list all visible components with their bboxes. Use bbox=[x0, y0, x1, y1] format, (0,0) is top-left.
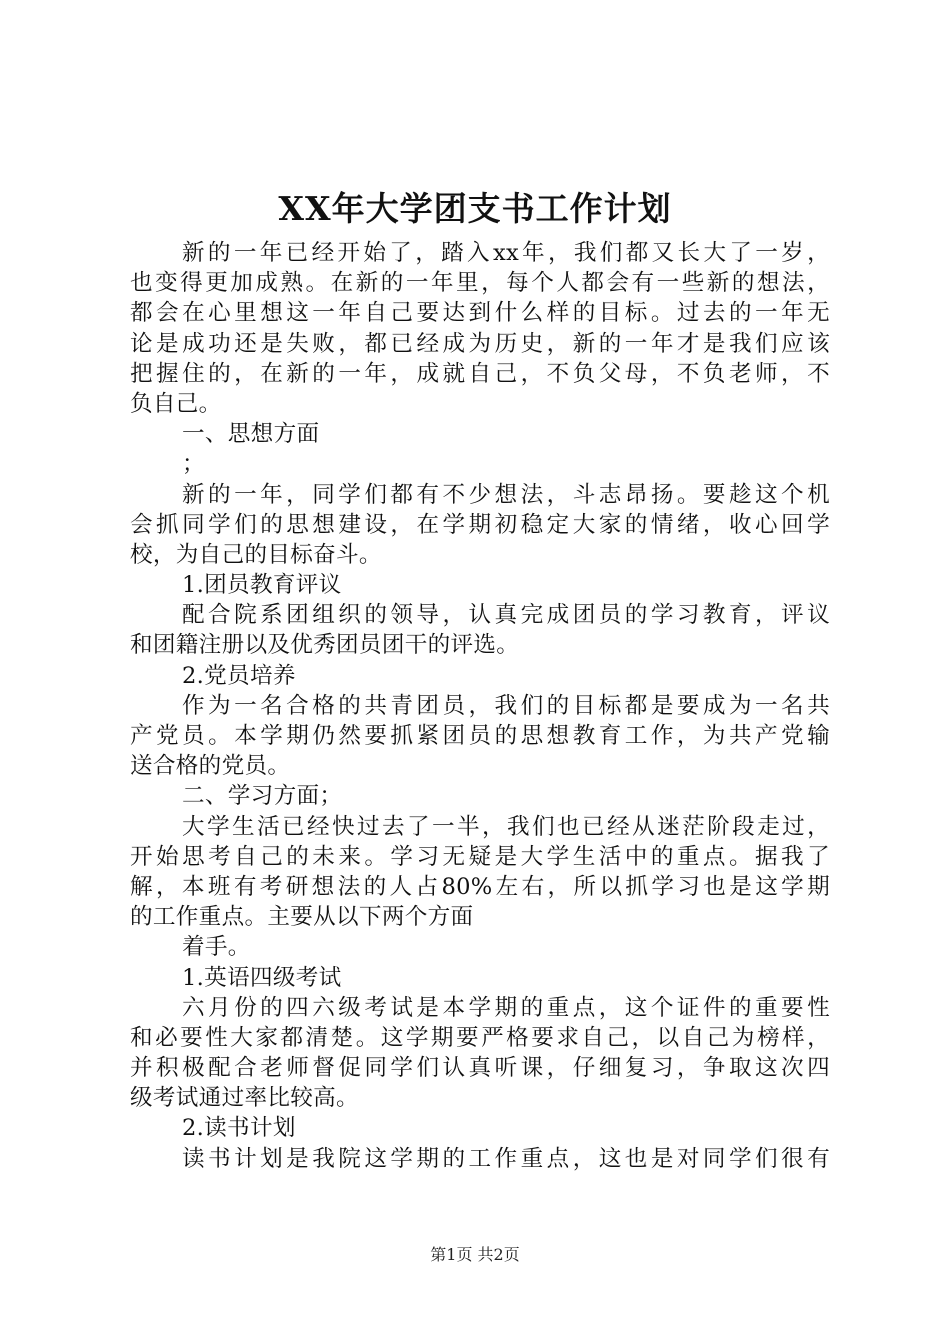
text-line: 校，为自己的目标奋斗。 bbox=[130, 541, 382, 568]
text-line: 论是成功还是失败，都已经成为历史，新的一年才是我们应该 bbox=[130, 330, 830, 357]
text-line: 作为一名合格的共青团员，我们的目标都是要成为一名共 bbox=[182, 692, 830, 719]
text-line: 会抓同学们的思想建设，在学期初稳定大家的情绪，收心回学 bbox=[130, 511, 830, 538]
text-line: 2.党员培养 bbox=[182, 662, 296, 689]
text-line: 的工作重点。主要从以下两个方面 bbox=[130, 904, 474, 931]
document-body bbox=[130, 238, 830, 1174]
text-line: 1.英语四级考试 bbox=[182, 964, 342, 991]
text-line: 产党员。本学期仍然要抓紧团员的思想教育工作，为共产党输 bbox=[130, 723, 830, 749]
text-line: 和必要性大家都清楚。这学期要严格要求自己，以自己为榜样， bbox=[130, 1024, 830, 1051]
text-line: 开始思考自己的未来。学习无疑是大学生活中的重点。据我了 bbox=[130, 843, 830, 870]
document-title: XX年大学团支书工作计划 bbox=[278, 189, 672, 228]
text-line: 级考试通过率比较高。 bbox=[130, 1085, 359, 1112]
text-line: 送合格的党员。 bbox=[130, 753, 291, 780]
text-line: 一、思想方面 bbox=[182, 421, 320, 448]
text-line: 和团籍注册以及优秀团员团干的评选。 bbox=[130, 632, 520, 659]
text-line: 也变得更加成熟。在新的一年里，每个人都会有一些新的想法， bbox=[130, 270, 830, 297]
text-line: 配合院系团组织的领导，认真完成团员的学习教育，评议 bbox=[182, 602, 830, 629]
text-line: 新的一年，同学们都有不少想法，斗志昂扬。要趁这个机 bbox=[182, 481, 830, 508]
text-line: 新的一年已经开始了，踏入xx年，我们都又长大了一岁， bbox=[182, 240, 830, 266]
text-line: 读书计划是我院这学期的工作重点，这也是对同学们很有 bbox=[182, 1145, 830, 1172]
text-line: 2.读书计划 bbox=[182, 1115, 296, 1142]
text-line: 都会在心里想这一年自己要达到什么样的目标。过去的一年无 bbox=[130, 300, 830, 327]
text-line: 二、学习方面； bbox=[182, 783, 343, 810]
text-line: 着手。 bbox=[182, 934, 251, 961]
text-line: 把握住的，在新的一年，成就自己，不负父母，不负老师，不 bbox=[130, 360, 830, 387]
text-line: 并积极配合老师督促同学们认真听课，仔细复习，争取这次四 bbox=[130, 1055, 830, 1082]
text-line: ； bbox=[182, 451, 205, 478]
page-footer: 第1页 共2页 bbox=[430, 1245, 520, 1264]
text-line: 解，本班有考研想法的人占80%左右，所以抓学习也是这学期 bbox=[130, 873, 830, 900]
text-line: 大学生活已经快过去了一半，我们也已经从迷茫阶段走过， bbox=[182, 813, 830, 840]
text-line: 六月份的四六级考试是本学期的重点，这个证件的重要性 bbox=[182, 994, 830, 1021]
text-line: 1.团员教育评议 bbox=[182, 572, 342, 599]
text-line: 负自己。 bbox=[130, 390, 222, 417]
